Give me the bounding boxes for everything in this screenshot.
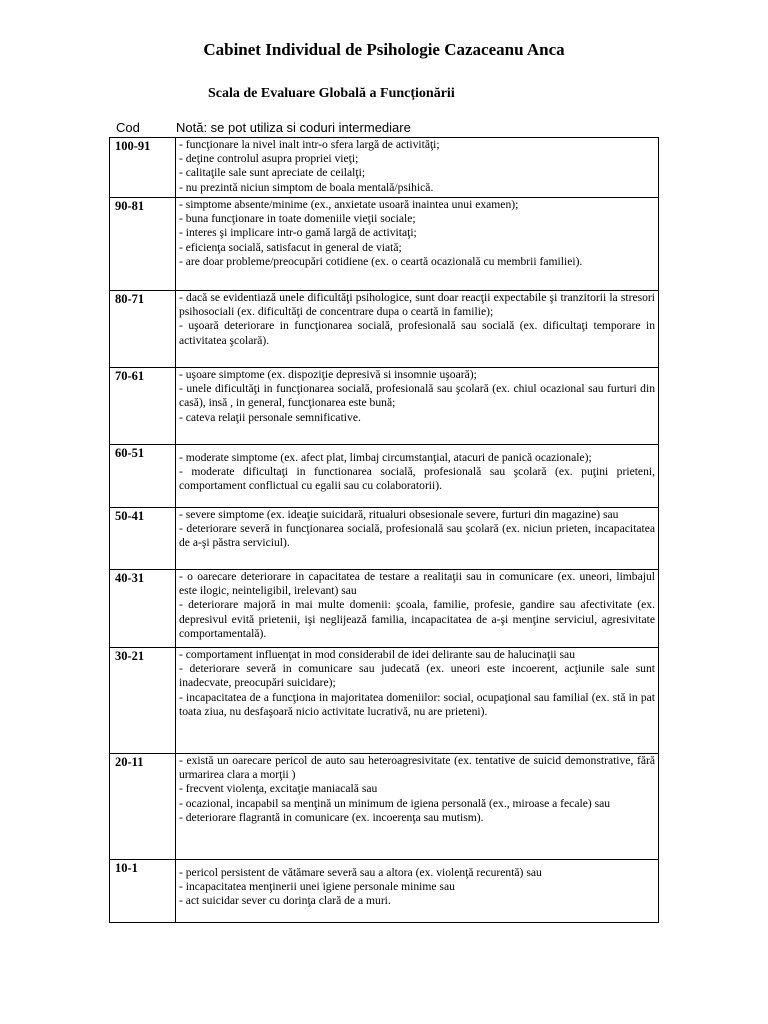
description-cell [176, 648, 659, 754]
page-title: Cabinet Individual de Psihologie Cazaceanu Anca [203, 40, 565, 59]
score-range-cell: 70-61 [110, 368, 176, 445]
description-cell [176, 291, 659, 368]
table-row [110, 291, 659, 368]
score-range-cell: 90-81 [110, 198, 176, 291]
description-cell [176, 508, 659, 570]
description-line: - uşoare simptome (ex. dispoziţie depresivă si insomnie uşoară); [179, 368, 477, 381]
scale-subtitle: Scala de Evaluare Globală a Funcționării [208, 86, 455, 101]
table-row [110, 860, 659, 923]
score-range-cell: 10-1 [110, 860, 176, 923]
description-line: - incapacitatea menţinerii unei igiene personale minime sau [179, 880, 455, 894]
description-line: - eficienţa socială, satisfacut in general de viată; [179, 240, 402, 254]
description-line: - deteriorare severă in comunicare sau judecată (ex. uneori este incoerent, acţiunile sale sunt inadecvate, preocupări suicidare); [179, 662, 655, 690]
table-row [110, 198, 659, 291]
score-range-cell: 50-41 [110, 508, 176, 570]
table-row [110, 508, 659, 570]
description-line: - comportament influenţat in mod considerabil de idei delirante sau de halucinaţii sau [179, 648, 575, 661]
description-line: - nu prezintă niciun simptom de boala mentală/psihică. [179, 180, 434, 194]
description-cell [176, 570, 659, 648]
description-line: - există un oarecare pericol de auto sau heteroagresivitate (ex. tentative de suicid demonstrative, fără urmarirea clara a morţii ) [179, 754, 655, 782]
description-line: - funcţionare la nivel inalt intr-o sfera largă de activităţi; [179, 138, 440, 151]
description-line: - calitaţile sale sunt apreciate de ceilalţi; [179, 166, 366, 180]
description-line: - unele dificultăţi in funcţionarea socială, profesională sau şcolară (ex. chiul ocazional sau furturi din casă), insă , in general, funcţionarea este bună; [179, 382, 655, 410]
description-line: - deteriorare severă in funcţionarea socială, profesională sau şcolară (ex. niciun prieten, incapacitatea de a-şi păstra serviciul). [179, 522, 655, 550]
gaf-table-body [110, 138, 659, 923]
score-range-cell: 30-21 [110, 648, 176, 754]
table-row [110, 138, 659, 198]
description-line: - buna funcţionare in toate domeniile vieţii sociale; [179, 212, 416, 226]
description-line: - cateva relaţii personale semnificative. [179, 410, 361, 424]
description-cell [176, 138, 659, 198]
gaf-scale-table [109, 137, 659, 923]
description-cell [176, 198, 659, 291]
table-row [110, 445, 659, 508]
description-line: - deţine controlul asupra propriei vieţi; [179, 152, 359, 166]
description-line: - dacă se evidentiază unele dificultăţi psihologice, sunt doar reacţii expectabile şi tranzitorii la stresori psihosociali (ex. dificultăţi de concentrare dupa o ceartă in familie); [179, 291, 655, 319]
description-line: - frecvent violenţa, excitaţie maniacală sau [179, 782, 378, 796]
score-range-cell: 60-51 [110, 445, 176, 508]
score-range-cell: 100-91 [110, 138, 176, 198]
table-row [110, 368, 659, 445]
description-line: - deteriorare majoră in mai multe domenii: şcoala, familie, profesie, gandire sau afectivitate (ex. depresivul evită prietenii, işi neglijează familia, incapacitatea de a-şi menţine serviciul, agresivitate comportamentală). [179, 598, 655, 640]
description-line: - moderate simptome (ex. afect plat, limbaj circumstanţial, atacuri de panică ocazionale); [179, 451, 592, 464]
description-line: - incapacitatea de a funcţiona in majoritatea domeniilor: social, ocupaţional sau familial (ex. stă in pat toata ziua, nu desfaşoară nicio activitate lucrativă, nu are prieteni). [179, 690, 655, 718]
table-row [110, 648, 659, 754]
description-line: - interes şi implicare intr-o gamă largă de activitaţi; [179, 226, 417, 240]
score-range-cell: 40-31 [110, 570, 176, 648]
description-line: - simptome absente/minime (ex., anxietate usoară inaintea unui examen); [179, 198, 519, 211]
table-heading-row [116, 120, 656, 138]
description-line: - moderate dificultaţi in functionarea socială, profesională sau şcolară (ex. puţini prieteni, comportament conflictual cu egalii sau cu colaboratorii). [179, 465, 655, 493]
description-line: - are doar probleme/preocupări cotidiene (ex. o ceartă ocazională cu membrii familiei). [179, 254, 583, 268]
description-line: - pericol persistent de vătămare severă sau a altora (ex. violenţă recurentă) sau [179, 866, 542, 879]
code-column-heading: Cod [116, 120, 140, 135]
description-line: - deteriorare flagrantă in comunicare (ex. incoerenţa sau mutism). [179, 810, 484, 824]
description-line: - uşoară deteriorare in funcţionarea socială, profesională sau socială (ex. dificultaţi temporare in activitatea şcolară). [179, 319, 655, 347]
score-range-cell: 20-11 [110, 754, 176, 860]
description-cell [176, 445, 659, 508]
description-line: - act suicidar sever cu dorinţa clară de a muri. [179, 894, 391, 908]
description-cell [176, 368, 659, 445]
note-column-heading: Notă: se pot utiliza si coduri intermediare [176, 120, 411, 135]
description-line: - ocazional, incapabil sa menţină un minimum de igiena personală (ex., miroase a fecale) sau [179, 796, 611, 810]
description-line: - o oarecare deteriorare in capacitatea de testare a realitaţii sau in comunicare (ex. uneori, limbajul este ilogic, neinteligibil, irelevant) sau [179, 570, 655, 598]
description-cell [176, 754, 659, 860]
table-row [110, 754, 659, 860]
description-line: - severe simptome (ex. ideaţie suicidară, ritualuri obsesionale severe, furturi din magazine) sau [179, 508, 619, 521]
description-cell [176, 860, 659, 923]
table-row [110, 570, 659, 648]
score-range-cell: 80-71 [110, 291, 176, 368]
